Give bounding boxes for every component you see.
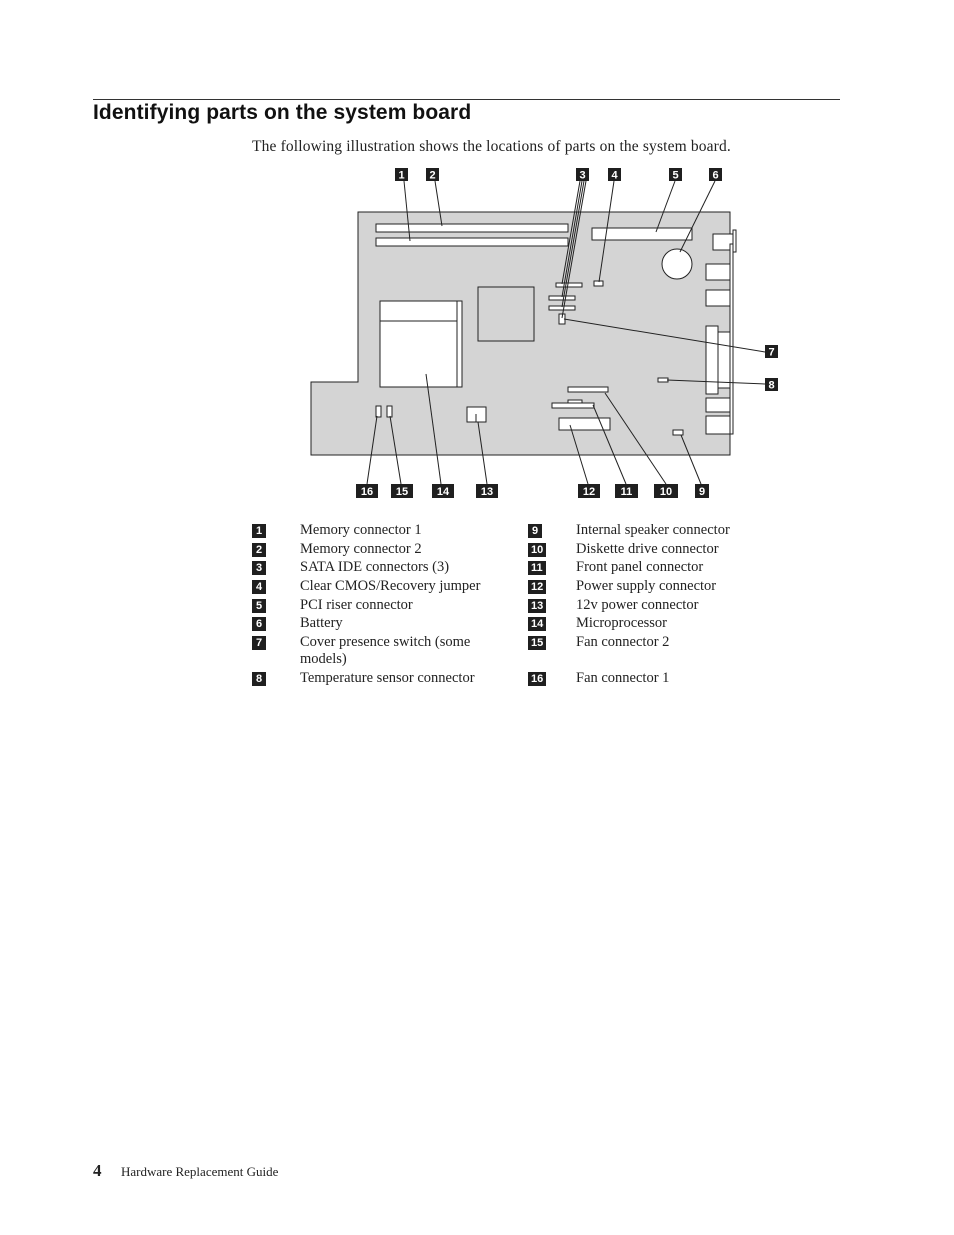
svg-text:2: 2 [429,169,436,182]
clear-cmos-jumper [594,281,603,286]
svg-text:16: 16 [360,486,374,498]
callout-16 [356,484,378,498]
svg-text:12: 12 [582,486,596,498]
fan-connector-2 [387,406,392,417]
callout-3 [576,168,589,182]
svg-text:15: 15 [395,486,409,498]
callout-4 [608,168,621,182]
svg-text:14: 14 [436,486,450,498]
svg-text:3: 3 [579,169,586,182]
callout-6 [709,168,722,182]
svg-text:4: 4 [611,169,618,182]
callout-7 [765,345,778,359]
svg-text:6: 6 [712,169,719,182]
callout-2 [426,168,439,182]
svg-text:10: 10 [659,486,673,498]
intro-paragraph: The following illustration shows the locations of parts on the system board. [252,138,731,155]
svg-text:7: 7 [768,346,775,359]
callout-9 [695,484,709,498]
callout-1 [395,168,408,182]
memory-connector-1 [376,238,568,246]
front-panel-connector [552,403,594,408]
svg-text:5: 5 [672,169,679,182]
svg-text:1: 1 [398,169,405,182]
callout-14 [432,484,454,498]
temperature-sensor-connector [658,378,668,382]
callout-8 [765,378,778,392]
callout-10 [654,484,678,498]
callout-15 [391,484,413,498]
callout-11 [615,484,638,498]
diskette-drive-connector [568,387,608,392]
svg-text:9: 9 [698,486,706,498]
callout-13 [476,484,498,498]
page-title: Identifying parts on the system board [93,101,472,124]
system-board-diagram [300,160,790,510]
header-rule [93,99,840,100]
fan-connector-1 [376,406,381,417]
microprocessor [380,301,462,387]
svg-text:11: 11 [620,486,633,498]
battery [662,249,692,279]
callout-12 [578,484,600,498]
memory-connector-2 [376,224,568,232]
svg-text:8: 8 [768,379,775,392]
page-number: 4 [93,1161,102,1180]
callout-5 [669,168,682,182]
chipset [478,287,534,341]
internal-speaker-connector [673,430,683,435]
book-title: Hardware Replacement Guide [121,1164,279,1179]
svg-text:13: 13 [480,486,494,498]
sata-connector-a [556,283,582,287]
